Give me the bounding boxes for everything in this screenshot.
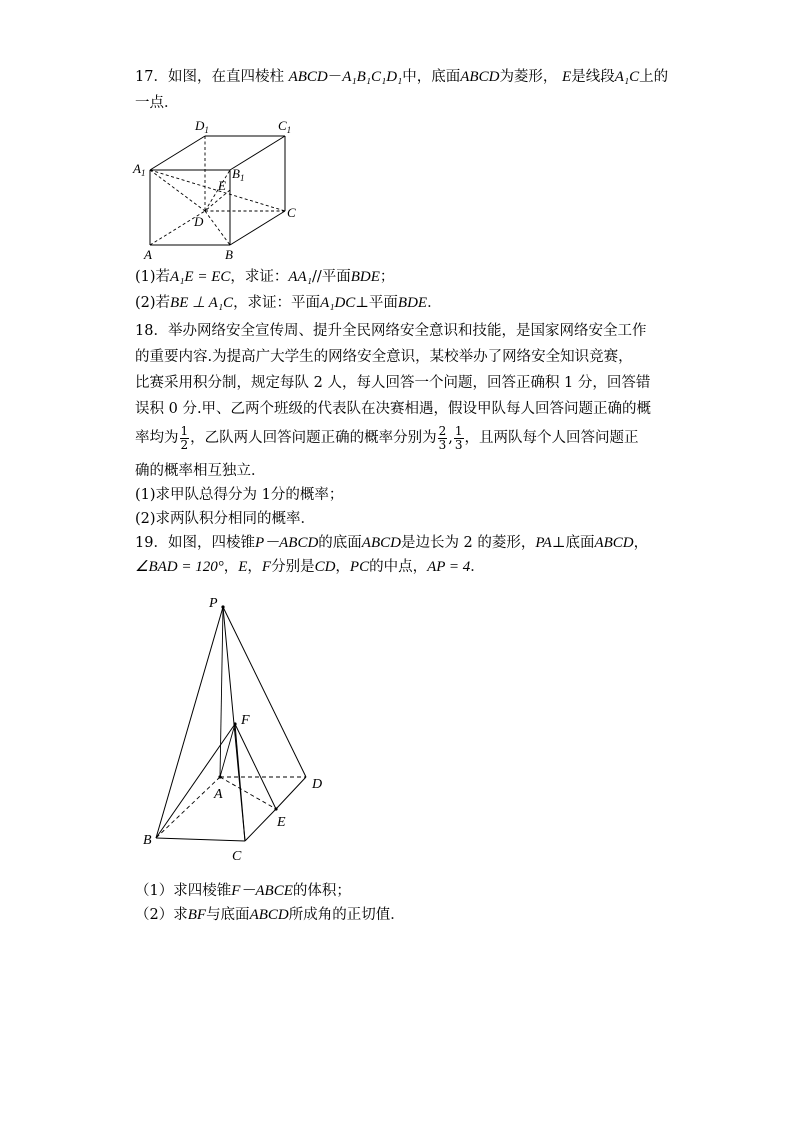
label-D: D [194, 214, 204, 229]
q18-part1: (1)求甲队总得分为 1分的概率； [135, 487, 344, 503]
q17-stem-line2: 一点． [135, 95, 179, 111]
label-C: C [287, 205, 296, 220]
q18-line4: 误积 0 分.甲、乙两个班级的代表队在决赛相遇，假设甲队每人回答问题正确的概 [135, 401, 652, 417]
q18-line2: 的重要内容.为提高广大学生的网络安全意识，某校举办了网络安全知识竞赛， [135, 349, 633, 365]
q18-line5: 率均为 $\frac{1}{2}$ ，乙队两人回答问题正确的概率分别为 $\frac{2}{3}$ , $\frac{1}{3}$ ，且两队每个人回答问题正 [135, 423, 639, 452]
label-E: E [218, 178, 226, 193]
q18-line6: 确的概率相互独立． [135, 463, 266, 479]
q17-part1: (1)若A₁E = EC，求证：AA₁//平面BDE； [135, 269, 395, 285]
label-B: B [225, 247, 233, 262]
q17-prism-figure [130, 115, 305, 265]
fraction-one-half: $\frac{1}{2}$ [180, 423, 189, 452]
label-A: A [214, 787, 223, 802]
q17-stem-line1: 17．如图，在直四棱柱 ABCD－A₁B₁C₁D₁中，底面ABCD为菱形， E是线段A₁C上的 [135, 69, 669, 85]
label-B: B [143, 833, 152, 848]
label-A1: $A_1$ [133, 161, 146, 178]
fraction-one-third: $\frac{1}{3}$ [454, 423, 463, 452]
label-D1: $D_1$ [195, 118, 209, 135]
label-F: F [241, 713, 250, 728]
label-P: P [209, 596, 218, 611]
q19-stem-line2: ∠BAD = 120°，E，F分别是CD，PC的中点，AP = 4． [135, 559, 485, 575]
q19-pyramid-figure [135, 585, 335, 870]
label-A: A [144, 247, 152, 262]
q19-part1: （1）求四棱锥F－ABCE的体积； [135, 883, 351, 899]
q17-part2: (2)若BE ⊥ A₁C，求证：平面A₁DC⊥平面BDE． [135, 295, 442, 311]
q18-part2: (2)求两队积分相同的概率． [135, 511, 316, 527]
fraction-two-thirds: $\frac{2}{3}$ [438, 423, 447, 452]
label-C1: $C_1$ [278, 118, 292, 135]
label-C: C [232, 849, 242, 864]
q19-part2: （2）求BF与底面ABCD所成角的正切值． [135, 907, 405, 923]
label-B1: $B_1$ [232, 166, 245, 183]
label-D: D [312, 777, 323, 792]
q18-line1: 18．举办网络安全宣传周、提升全民网络安全意识和技能，是国家网络安全工作 [135, 323, 647, 339]
q19-stem-line1: 19．如图，四棱锥P－ABCD的底面ABCD是边长为 2 的菱形，PA⊥底面ABCD， [135, 535, 649, 551]
q18-line3: 比赛采用积分制，规定每队 2 人，每人回答一个问题，回答正确积 1 分，回答错 [135, 375, 651, 391]
label-E: E [277, 815, 286, 830]
